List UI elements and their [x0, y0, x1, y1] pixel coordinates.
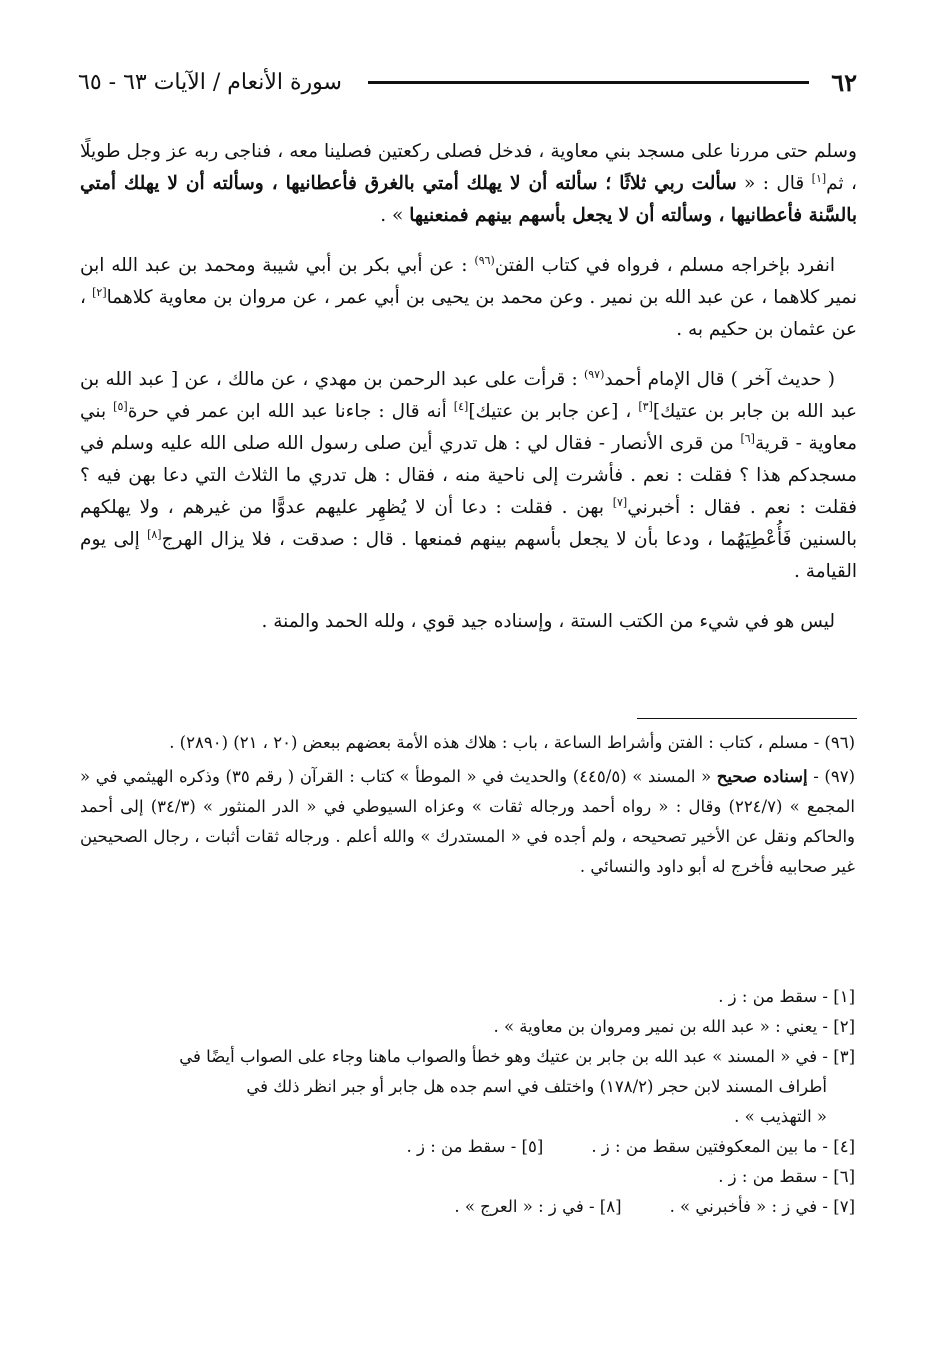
text-span: انفرد بإخراجه مسلم ، فرواه في كتاب الفتن	[494, 255, 835, 276]
variant-mark: [٢]	[92, 285, 107, 299]
running-title: سورة الأنعام / الآيات ٦٣ - ٦٥	[78, 69, 342, 95]
manuscript-variants	[80, 982, 855, 1222]
variant-2: [٢] - يعني : « عبد الله بن نمير ومروان بن معاوية » .	[493, 1017, 855, 1036]
paragraph-hadith-text	[80, 136, 857, 232]
variant-mark: [٦]	[740, 431, 755, 445]
variant-3: [٣] - في « المسند » عبد الله بن جابر بن عتيك وهو خطأ والصواب ماهنا وجاء على الصواب أيضًا في	[179, 1047, 855, 1066]
text-span: ، [عن جابر بن عتيك]	[468, 401, 639, 422]
footnotes	[80, 728, 855, 886]
text-span: (٩٧) -	[807, 767, 855, 786]
paragraph-grading: ليس هو في شيء من الكتب الستة ، وإسناده جيد قوي ، ولله الحمد والمنة .	[261, 611, 835, 632]
footnote-96: (٩٦) - مسلم ، كتاب : الفتن وأشراط الساعة ، باب : هلاك هذه الأمة بعضهم ببعض (٢٠ ، ٢١) (٢٨٩٠) .	[169, 733, 855, 752]
text-span: إلى يوم القيامة .	[80, 529, 857, 582]
variant-mark: [٥]	[113, 399, 128, 413]
text-span: « المسند » (٤٤٥/٥) والحديث في « الموطأ » كتاب : القرآن ( رقم ٣٥) وذكره الهيثمي في « المجمع » (٢٢٤/٧) وقال : « رواه أحمد ورجاله ثقات » وعزاه السيوطي في « الدر المنثور » (٣٤/٣) إلى أحمد والحاكم ونقل عن الأخير تصحيحه ، ولم أجده في « المستدرك » والله أعلم . ورجاله ثقات أثبات ، رجال الصحيحين غير صحابيه فأخرج له أبو داود والنسائي .	[80, 767, 855, 876]
main-text	[80, 136, 857, 656]
variant-5: [٥] - سقط من : ز .	[406, 1137, 544, 1156]
text-span: ، عن عثمان بن حكيم به .	[80, 287, 857, 340]
footnote-rule	[637, 718, 857, 719]
grading-label: إسناده صحيح	[716, 767, 808, 786]
variant-mark: [٤]	[453, 399, 469, 413]
text-span: بني معاوية - قرية	[80, 401, 857, 454]
variant-3-cont: « التهذيب » .	[734, 1107, 827, 1126]
variant-mark: [٣]	[638, 399, 653, 413]
footnote-mark: (٩٦)	[474, 253, 495, 267]
text-span: » .	[380, 205, 410, 226]
variant-3-cont: أطراف المسند لابن حجر (١٧٨/٢) واختلف في اسم جده هل جابر أو جبر انظر ذلك في	[246, 1077, 827, 1096]
text-span: قال : «	[736, 173, 812, 194]
variant-mark: [٨]	[147, 527, 162, 541]
footnote-mark: (٩٧)	[583, 367, 605, 381]
variant-7: [٧] - في ز : « فأخبرني » .	[669, 1197, 855, 1216]
variant-row	[80, 1192, 855, 1222]
variant-mark: [١]	[811, 171, 827, 185]
paragraph-takhrij	[80, 250, 857, 346]
text-span: ( حديث آخر ) قال الإمام أحمد	[604, 369, 835, 390]
variant-1: [١] - سقط من : ز .	[718, 987, 855, 1006]
text-span: وسلم حتى مررنا على مسجد بني معاوية ، فدخل فصلى ركعتين فصلينا معه ، فناجى ربه عز وجل طويلًا ، ثم	[80, 141, 857, 194]
variant-8: [٨] - في ز : « العرج » .	[454, 1197, 622, 1216]
hadith-quote: سألت ربي ثلاثًا ؛ سألته أن لا يهلك أمتي بالغرق فأعطانيها ، وسألته أن لا يهلك أمتي بالسَّنة فأعطانيها ، وسألته أن لا يجعل بأسهم بينهم فمنعنيها	[80, 173, 857, 226]
header-rule	[368, 81, 809, 84]
footnote-97	[80, 762, 855, 882]
page-number: ٦٢	[831, 67, 857, 97]
text-span: أنه قال : جاءنا عبد الله ابن عمر في حرة	[127, 401, 454, 422]
text-span: من قرى الأنصار - فقال لي : هل تدري أين صلى رسول الله صلى الله عليه وسلم في مسجدكم هذا ؟ فقلت : نعم . فأشرت إلى ناحية منه ، فقال : هل تدري ما الثلاث التي دعا بهن فيه ؟ فقلت : نعم . فقال : أخبرني	[80, 433, 857, 518]
page-header	[78, 62, 857, 102]
text-span: بهن . فقلت : دعا أن لا يُظهِر عليهم عدوًّا من غيرهم ، ولا يهلكهم بالسنين فَأُعْطِيَهُما ، ودعا بأن لا يجعل بأسهم بينهم فمنعها . قال : صدقت ، فلا يزال الهرج	[80, 497, 857, 550]
paragraph-another-hadith	[80, 364, 857, 588]
variant-4: [٤] - ما بين المعكوفتين سقط من : ز .	[591, 1137, 855, 1156]
variant-row	[80, 1132, 855, 1162]
variant-mark: [٧]	[612, 495, 628, 509]
text-span: : عن أبي بكر بن أبي شيبة ومحمد بن عبد الله ابن نمير كلاهما ، عن عبد الله بن نمير . وعن محمد بن يحيى بن أبي عمر ، عن مروان بن معاوية كلاهما	[80, 255, 857, 308]
text-span: : قرأت على عبد الرحمن بن مهدي ، عن مالك ، عن [ عبد الله بن عبد الله بن جابر بن عتيك]	[80, 369, 857, 422]
variant-6: [٦] - سقط من : ز .	[718, 1167, 855, 1186]
